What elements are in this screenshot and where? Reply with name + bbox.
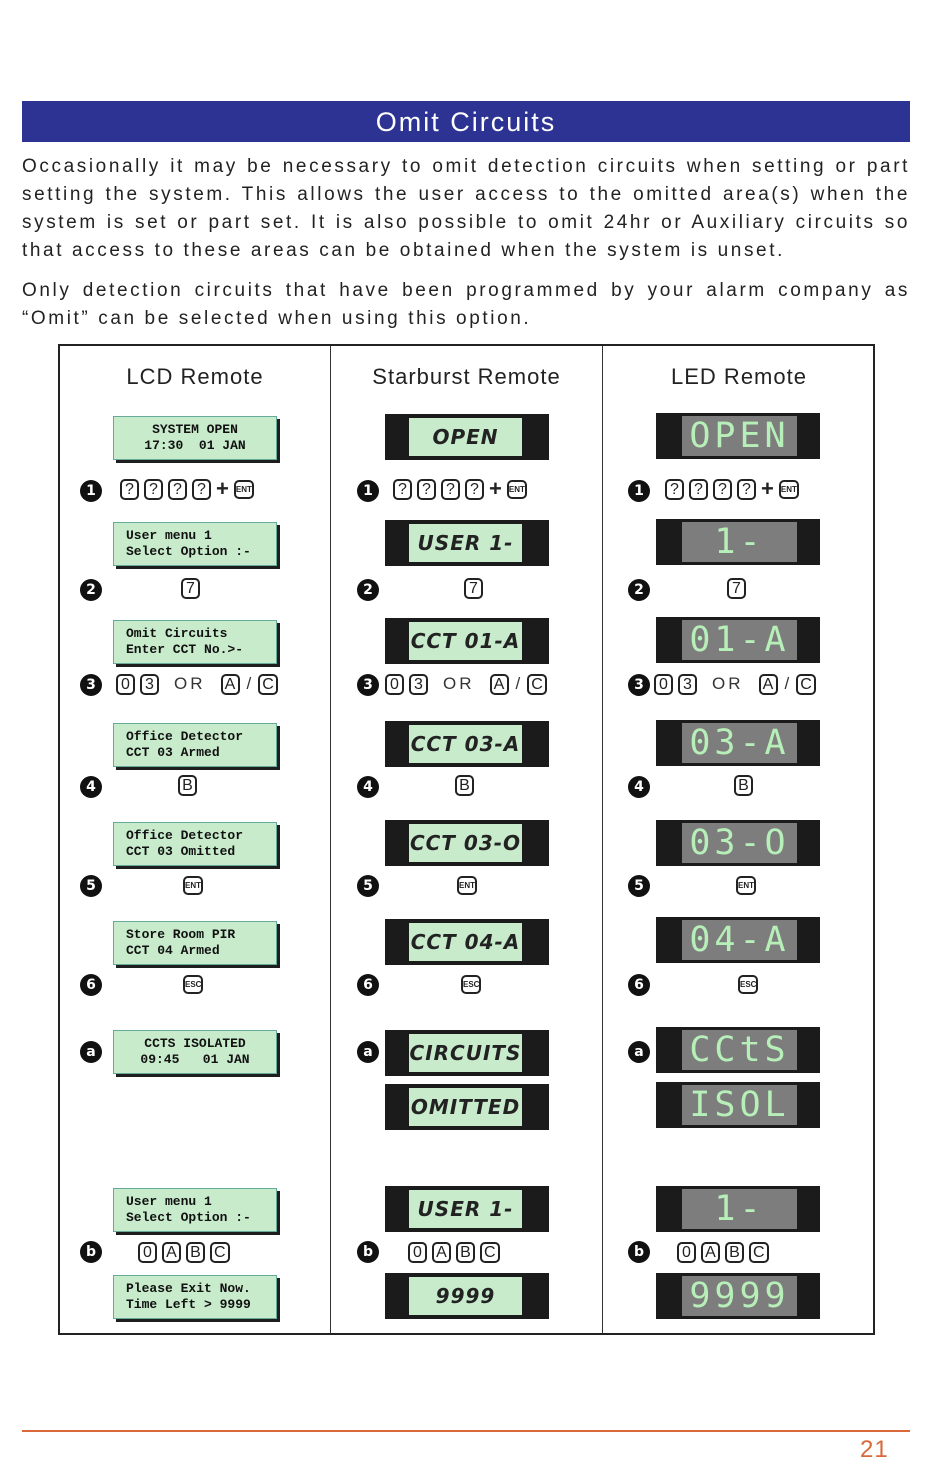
lcd-screen-user-menu-b: User menu 1 Select Option :- bbox=[113, 1188, 277, 1232]
key-code-digit[interactable]: ? bbox=[441, 479, 460, 500]
lcd-screen-office-armed: Office Detector CCT 03 Armed bbox=[113, 723, 277, 767]
key-code-digit[interactable]: ? bbox=[665, 479, 684, 500]
plus-sign: + bbox=[761, 476, 774, 501]
led-display bbox=[656, 1082, 820, 1128]
led-display bbox=[656, 413, 820, 459]
or-label: OR bbox=[174, 674, 206, 693]
key-code-digit[interactable]: ? bbox=[713, 479, 732, 500]
slash-label: / bbox=[784, 674, 790, 693]
led-display bbox=[656, 1273, 820, 1319]
key-code-digit[interactable]: ? bbox=[465, 479, 484, 500]
key-group bbox=[183, 973, 203, 995]
key-ent[interactable]: ENT bbox=[507, 480, 527, 499]
key-esc[interactable]: ESC bbox=[461, 975, 481, 994]
code-entry-keys bbox=[120, 478, 254, 500]
key-code-digit[interactable]: ? bbox=[417, 479, 436, 500]
step-4-marker: 4 bbox=[628, 776, 650, 798]
led-text: CCtS bbox=[682, 1030, 797, 1070]
starburst-text: CIRCUITS bbox=[409, 1034, 522, 1072]
lcd-screen-store-armed: Store Room PIR CCT 04 Armed bbox=[113, 921, 277, 965]
key-b[interactable]: B bbox=[455, 775, 474, 796]
step-5-marker: 5 bbox=[80, 875, 102, 897]
key-group bbox=[455, 774, 474, 796]
starburst-display bbox=[385, 1030, 549, 1076]
starburst-display bbox=[385, 919, 549, 965]
key-0[interactable]: 0 bbox=[138, 1242, 157, 1263]
key-b[interactable]: B bbox=[734, 775, 753, 796]
key-b[interactable]: B bbox=[186, 1242, 205, 1263]
remote-comparison-table bbox=[58, 344, 875, 1335]
key-group bbox=[385, 673, 547, 695]
page-title: Omit Circuits bbox=[22, 101, 910, 142]
starburst-display bbox=[385, 721, 549, 767]
key-group bbox=[408, 1241, 500, 1263]
starburst-display bbox=[385, 414, 549, 460]
key-c[interactable]: C bbox=[258, 674, 278, 695]
page-number: 21 bbox=[860, 1436, 889, 1460]
key-esc[interactable]: ESC bbox=[738, 975, 758, 994]
lcd-screen-open: SYSTEM OPEN 17:30 01 JAN bbox=[113, 416, 277, 460]
lcd-screen-exit: Please Exit Now. Time Left > 9999 bbox=[113, 1275, 277, 1319]
led-display bbox=[656, 617, 820, 663]
key-3[interactable]: 3 bbox=[678, 674, 697, 695]
step-4-marker: 4 bbox=[357, 776, 379, 798]
column-divider bbox=[330, 346, 331, 1333]
step-6-marker: 6 bbox=[357, 974, 379, 996]
key-b[interactable]: B bbox=[178, 775, 197, 796]
led-text: 04-A bbox=[682, 920, 797, 960]
key-a[interactable]: A bbox=[221, 674, 240, 695]
led-text: 1- bbox=[682, 1189, 797, 1229]
key-c[interactable]: C bbox=[480, 1242, 500, 1263]
key-c[interactable]: C bbox=[210, 1242, 230, 1263]
led-text: 9999 bbox=[682, 1276, 797, 1316]
key-b[interactable]: B bbox=[725, 1242, 744, 1263]
footer-divider bbox=[22, 1430, 910, 1432]
key-a[interactable]: A bbox=[701, 1242, 720, 1263]
starburst-text: CCT 01-A bbox=[409, 622, 522, 660]
starburst-text: CCT 03-O bbox=[409, 824, 522, 862]
led-text: ISOL bbox=[682, 1085, 797, 1125]
step-1-marker: 1 bbox=[357, 480, 379, 502]
led-text: 01-A bbox=[682, 620, 797, 660]
key-code-digit[interactable]: ? bbox=[393, 479, 412, 500]
starburst-text: CCT 03-A bbox=[409, 725, 522, 763]
led-text: 03-A bbox=[682, 723, 797, 763]
key-code-digit[interactable]: ? bbox=[144, 479, 163, 500]
or-label: OR bbox=[712, 674, 744, 693]
starburst-text: CCT 04-A bbox=[409, 923, 522, 961]
led-column-heading: LED Remote bbox=[671, 364, 807, 389]
key-3[interactable]: 3 bbox=[409, 674, 428, 695]
led-display bbox=[656, 820, 820, 866]
starburst-display bbox=[385, 1273, 549, 1319]
key-c[interactable]: C bbox=[749, 1242, 769, 1263]
key-group bbox=[464, 577, 483, 599]
key-a[interactable]: A bbox=[162, 1242, 181, 1263]
starburst-text: OMITTED bbox=[409, 1088, 522, 1126]
key-ent[interactable]: ENT bbox=[234, 480, 254, 499]
step-3-marker: 3 bbox=[357, 674, 379, 696]
key-code-digit[interactable]: ? bbox=[689, 479, 708, 500]
starburst-text: OPEN bbox=[409, 418, 522, 456]
key-ent[interactable]: ENT bbox=[779, 480, 799, 499]
slash-label: / bbox=[246, 674, 252, 693]
key-code-digit[interactable]: ? bbox=[120, 479, 139, 500]
key-group bbox=[677, 1241, 769, 1263]
step-6-marker: 6 bbox=[80, 974, 102, 996]
starburst-text: USER 1- bbox=[409, 1190, 522, 1228]
key-group bbox=[736, 874, 756, 896]
step-2-marker: 2 bbox=[628, 579, 650, 601]
key-a[interactable]: A bbox=[432, 1242, 451, 1263]
code-entry-keys bbox=[393, 478, 527, 500]
step-1-marker: 1 bbox=[628, 480, 650, 502]
key-0[interactable]: 0 bbox=[385, 674, 404, 695]
starburst-text: 9999 bbox=[409, 1277, 522, 1315]
led-display bbox=[656, 519, 820, 565]
or-label: OR bbox=[443, 674, 475, 693]
key-a[interactable]: A bbox=[490, 674, 509, 695]
key-esc[interactable]: ESC bbox=[183, 975, 203, 994]
led-text: 03-O bbox=[682, 823, 797, 863]
step-6-marker: 6 bbox=[628, 974, 650, 996]
starburst-display bbox=[385, 1186, 549, 1232]
starburst-display bbox=[385, 820, 549, 866]
column-divider bbox=[602, 346, 603, 1333]
step-5-marker: 5 bbox=[357, 875, 379, 897]
note-paragraph: Only detection circuits that have been programmed by your alarm company as “Omit” can be selected when using this option. bbox=[22, 280, 910, 329]
key-group bbox=[181, 577, 200, 599]
starburst-display bbox=[385, 520, 549, 566]
led-text: 1- bbox=[682, 522, 797, 562]
key-7[interactable]: 7 bbox=[727, 578, 746, 599]
step-b-marker: b bbox=[357, 1241, 379, 1263]
key-0[interactable]: 0 bbox=[408, 1242, 427, 1263]
step-a-marker: a bbox=[357, 1041, 379, 1063]
key-group bbox=[734, 774, 753, 796]
slash-label: / bbox=[515, 674, 521, 693]
led-display bbox=[656, 1027, 820, 1073]
lcd-column-heading: LCD Remote bbox=[126, 364, 264, 389]
key-code-digit[interactable]: ? bbox=[168, 479, 187, 500]
step-4-marker: 4 bbox=[80, 776, 102, 798]
starburst-column-heading: Starburst Remote bbox=[372, 364, 561, 389]
led-display bbox=[656, 720, 820, 766]
key-group bbox=[138, 1241, 230, 1263]
intro-paragraph: Occasionally it may be necessary to omit detection circuits when setting or part setting the system. This allows the user access to the omitted area(s) when the system is set or part set. It is also possible to omit 24hr or Auxiliary circuits so that access to these areas can be obtained when the system is unset. bbox=[22, 156, 910, 261]
step-2-marker: 2 bbox=[357, 579, 379, 601]
key-ent[interactable]: ENT bbox=[183, 876, 203, 895]
key-c[interactable]: C bbox=[796, 674, 816, 695]
key-group bbox=[457, 874, 477, 896]
step-b-marker: b bbox=[628, 1241, 650, 1263]
key-group bbox=[116, 673, 278, 695]
key-group bbox=[183, 874, 203, 896]
key-code-digit[interactable]: ? bbox=[737, 479, 756, 500]
lcd-screen-omit-circuits: Omit Circuits Enter CCT No.>- bbox=[113, 620, 277, 664]
key-group bbox=[178, 774, 197, 796]
key-b[interactable]: B bbox=[456, 1242, 475, 1263]
key-group bbox=[738, 973, 758, 995]
starburst-display bbox=[385, 618, 549, 664]
key-group bbox=[654, 673, 816, 695]
step-b-marker: b bbox=[80, 1241, 102, 1263]
plus-sign: + bbox=[489, 476, 502, 501]
step-5-marker: 5 bbox=[628, 875, 650, 897]
key-7[interactable]: 7 bbox=[181, 578, 200, 599]
led-display bbox=[656, 917, 820, 963]
step-3-marker: 3 bbox=[80, 674, 102, 696]
key-0[interactable]: 0 bbox=[677, 1242, 696, 1263]
starburst-display bbox=[385, 1084, 549, 1130]
starburst-text: USER 1- bbox=[409, 524, 522, 562]
key-code-digit[interactable]: ? bbox=[192, 479, 211, 500]
key-c[interactable]: C bbox=[527, 674, 547, 695]
lcd-screen-user-menu: User menu 1 Select Option :- bbox=[113, 522, 277, 566]
key-ent[interactable]: ENT bbox=[736, 876, 756, 895]
step-a-marker: a bbox=[628, 1041, 650, 1063]
step-2-marker: 2 bbox=[80, 579, 102, 601]
key-ent[interactable]: ENT bbox=[457, 876, 477, 895]
step-3-marker: 3 bbox=[628, 674, 650, 696]
key-0[interactable]: 0 bbox=[116, 674, 135, 695]
plus-sign: + bbox=[216, 476, 229, 501]
key-7[interactable]: 7 bbox=[464, 578, 483, 599]
key-a[interactable]: A bbox=[759, 674, 778, 695]
lcd-screen-ccts-isolated: CCTS ISOLATED 09:45 01 JAN bbox=[113, 1030, 277, 1074]
key-0[interactable]: 0 bbox=[654, 674, 673, 695]
led-display bbox=[656, 1186, 820, 1232]
led-text: OPEN bbox=[682, 416, 797, 456]
key-3[interactable]: 3 bbox=[140, 674, 159, 695]
step-1-marker: 1 bbox=[80, 480, 102, 502]
code-entry-keys bbox=[665, 478, 799, 500]
step-a-marker: a bbox=[80, 1041, 102, 1063]
lcd-screen-office-omitted: Office Detector CCT 03 Omitted bbox=[113, 822, 277, 866]
key-group bbox=[727, 577, 746, 599]
key-group bbox=[461, 973, 481, 995]
